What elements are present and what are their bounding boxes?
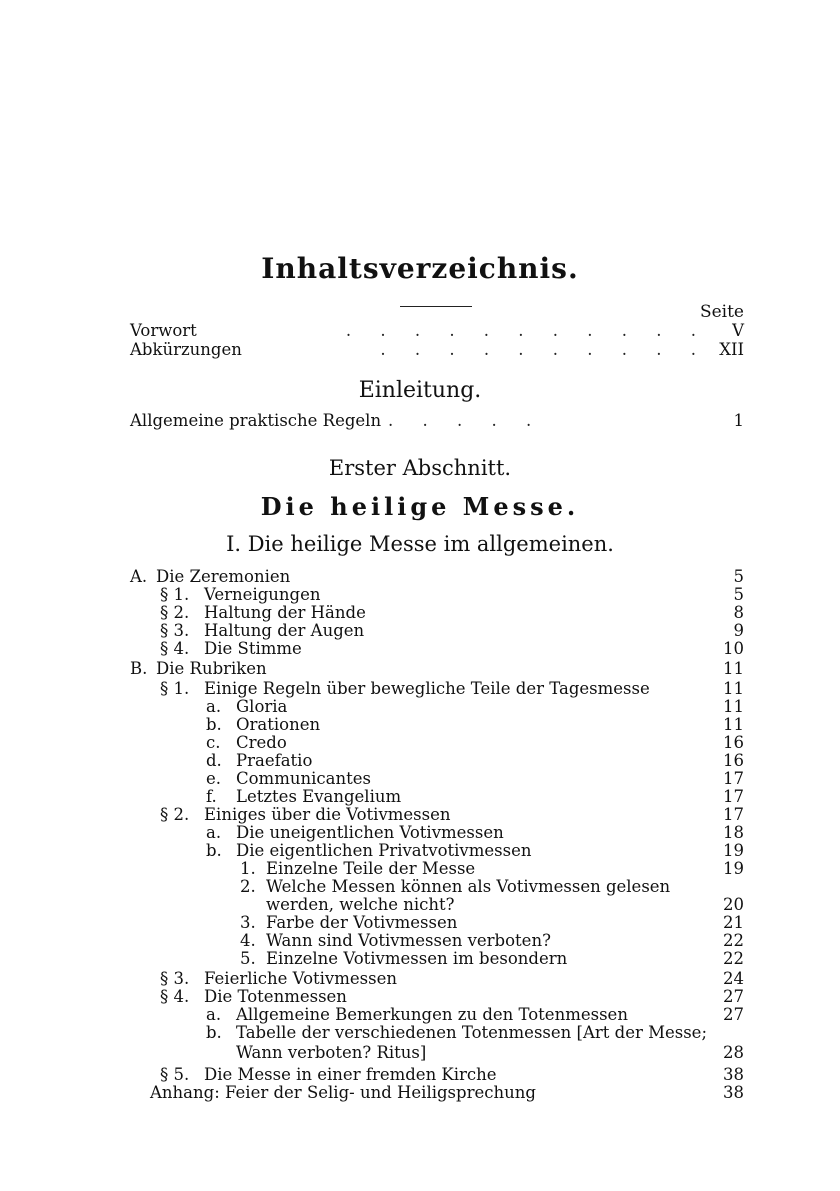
toc-entry[interactable] [0,806,840,824]
entry-number: § 4. [160,639,190,658]
entry-number: b. [206,715,222,734]
entry-number: d. [206,751,222,770]
entry-label: Anhang: Feier der Selig- und Heiligsprechung [150,1083,536,1102]
toc-entry[interactable] [0,734,840,752]
entry-number: § 3. [160,969,190,988]
toc-entry[interactable] [0,788,840,806]
entry-number: A. [130,567,148,586]
entry-page: 19 [723,841,744,860]
entry-label: Die Zeremonien [156,567,291,586]
entry-page: 11 [723,715,744,734]
entry-page: XII [719,340,744,359]
entry-number: § 4. [160,987,190,1006]
entry-page: 5 [733,585,744,604]
toc-entry[interactable] [0,1024,840,1042]
entry-page: 17 [723,805,744,824]
toc-entry[interactable] [0,842,840,860]
heading-heilige-messe: Die heilige Messe. [260,492,580,521]
entry-page: 20 [723,895,744,914]
entry-label: Wann verboten? Ritus] [236,1043,427,1062]
entry-number: § 1. [160,585,190,604]
entry-page: 11 [723,659,744,678]
entry-number: § 5. [160,1065,190,1084]
entry-label: Einzelne Votivmessen im besondern [266,949,568,968]
entry-label: Abkürzungen [130,340,242,359]
entry-page: V [732,321,744,340]
entry-label: werden, welche nicht? [266,895,455,914]
heading-abschnitt: Erster Abschnitt. [328,456,512,480]
entry-label: Gloria [236,697,288,716]
entry-label: Einige Regeln über bewegliche Teile der Tagesmesse [204,679,650,698]
entry-label: Haltung der Hände [204,603,366,622]
entry-page: 24 [723,969,744,988]
heading-einleitung: Einleitung. [358,378,482,403]
toc-entry[interactable] [0,680,840,698]
entry-number: a. [206,823,222,842]
entry-number: a. [206,697,222,716]
entry-number: § 2. [160,805,190,824]
entry-number: § 3. [160,621,190,640]
entry-label: Welche Messen können als Votivmessen gelesen [266,877,671,896]
entry-label: Die eigentlichen Privatvotivmessen [236,841,532,860]
entry-number: f. [206,787,217,806]
toc-entry[interactable] [0,568,840,586]
entry-number: 4. [240,931,256,950]
entry-page: 18 [723,823,744,842]
toc-entry[interactable] [0,860,840,878]
entry-label: Verneigungen [204,585,321,604]
toc-entry[interactable] [0,932,840,950]
entry-page: 22 [723,949,744,968]
entry-number: 3. [240,913,256,932]
toc-entry[interactable] [0,770,840,788]
toc-entry[interactable] [0,698,840,716]
toc-entry[interactable] [0,1006,840,1024]
entry-label: Credo [236,733,287,752]
entry-label: Die Rubriken [156,659,267,678]
entry-label: Praefatio [236,751,313,770]
entry-label: Die Totenmessen [204,987,347,1006]
entry-number: 5. [240,949,256,968]
entry-page: 27 [723,987,744,1006]
leader-dots: . . . . . . . . . . [380,340,708,359]
entry-page: 16 [723,733,744,752]
toc-entry[interactable] [0,752,840,770]
toc-entry[interactable] [0,914,840,932]
entry-number: e. [206,769,222,788]
toc-entry[interactable] [0,1044,840,1062]
entry-page: 22 [723,931,744,950]
entry-label: Die Messe in einer fremden Kirche [204,1065,497,1084]
entry-page: 1 [733,411,744,430]
entry-label: Letztes Evangelium [236,787,402,806]
entry-page: 5 [733,567,744,586]
toc-entry[interactable] [0,824,840,842]
entry-label: Feierliche Votivmessen [204,969,397,988]
entry-page: 8 [733,603,744,622]
entry-page: 11 [723,697,744,716]
heading-section-one: I. Die heilige Messe im allgemeinen. [226,532,614,556]
toc-entry[interactable] [0,970,840,988]
entry-page: 38 [723,1083,744,1102]
entry-page: 17 [723,787,744,806]
entry-page: 19 [723,859,744,878]
entry-page: 17 [723,769,744,788]
entry-label: Einzelne Teile der Messe [266,859,476,878]
entry-number: a. [206,1005,222,1024]
title-rule [400,306,472,307]
toc-entry[interactable] [0,640,840,658]
entry-label: Tabelle der verschiedenen Totenmessen [Art der Messe; [236,1023,708,1042]
toc-entry-regeln[interactable] [0,412,840,430]
toc-entry[interactable] [0,716,840,734]
toc-entry[interactable] [0,950,840,968]
entry-label: Die uneigentlichen Votivmessen [236,823,504,842]
entry-page: 21 [723,913,744,932]
entry-label: Communicantes [236,769,371,788]
entry-page: 11 [723,679,744,698]
entry-page: 38 [723,1065,744,1084]
entry-page: 27 [723,1005,744,1024]
entry-label: Allgemeine Bemerkungen zu den Totenmessen [236,1005,628,1024]
entry-page: 16 [723,751,744,770]
toc-entry-vorwort[interactable] [0,322,840,340]
entry-page: 10 [723,639,744,658]
entry-number: B. [130,659,148,678]
entry-page: 28 [723,1043,744,1062]
entry-label: Einiges über die Votivmessen [204,805,451,824]
entry-label: Wann sind Votivmessen verboten? [266,931,551,950]
entry-number: b. [206,841,222,860]
toc-entry[interactable] [0,896,840,914]
seite-label: Seite [699,302,744,322]
entry-number: 2. [240,877,256,896]
entry-number: b. [206,1023,222,1042]
entry-number: c. [206,733,221,752]
toc-entry[interactable] [0,988,840,1006]
entry-label: Orationen [236,715,321,734]
toc-entry[interactable] [0,622,840,640]
entry-number: 1. [240,859,256,878]
page-title: Inhaltsverzeichnis. [261,252,579,285]
leader-dots: . . . . . [388,411,544,430]
entry-page: 9 [733,621,744,640]
toc-entry[interactable] [0,1084,840,1102]
entry-label: Vorwort [130,321,197,340]
entry-number: § 2. [160,603,190,622]
leader-dots: . . . . . . . . . . . [345,321,708,340]
entry-label: Allgemeine praktische Regeln [130,411,382,430]
toc-entry-abkuerzungen[interactable] [0,341,840,359]
toc-entry[interactable] [0,604,840,622]
entry-label: Haltung der Augen [204,621,365,640]
toc-entry[interactable] [0,660,840,678]
toc-entry[interactable] [0,586,840,604]
entry-label: Die Stimme [204,639,302,658]
entry-number: § 1. [160,679,190,698]
toc-entry[interactable] [0,1066,840,1084]
toc-entry[interactable] [0,878,840,896]
entry-label: Farbe der Votivmessen [266,913,458,932]
